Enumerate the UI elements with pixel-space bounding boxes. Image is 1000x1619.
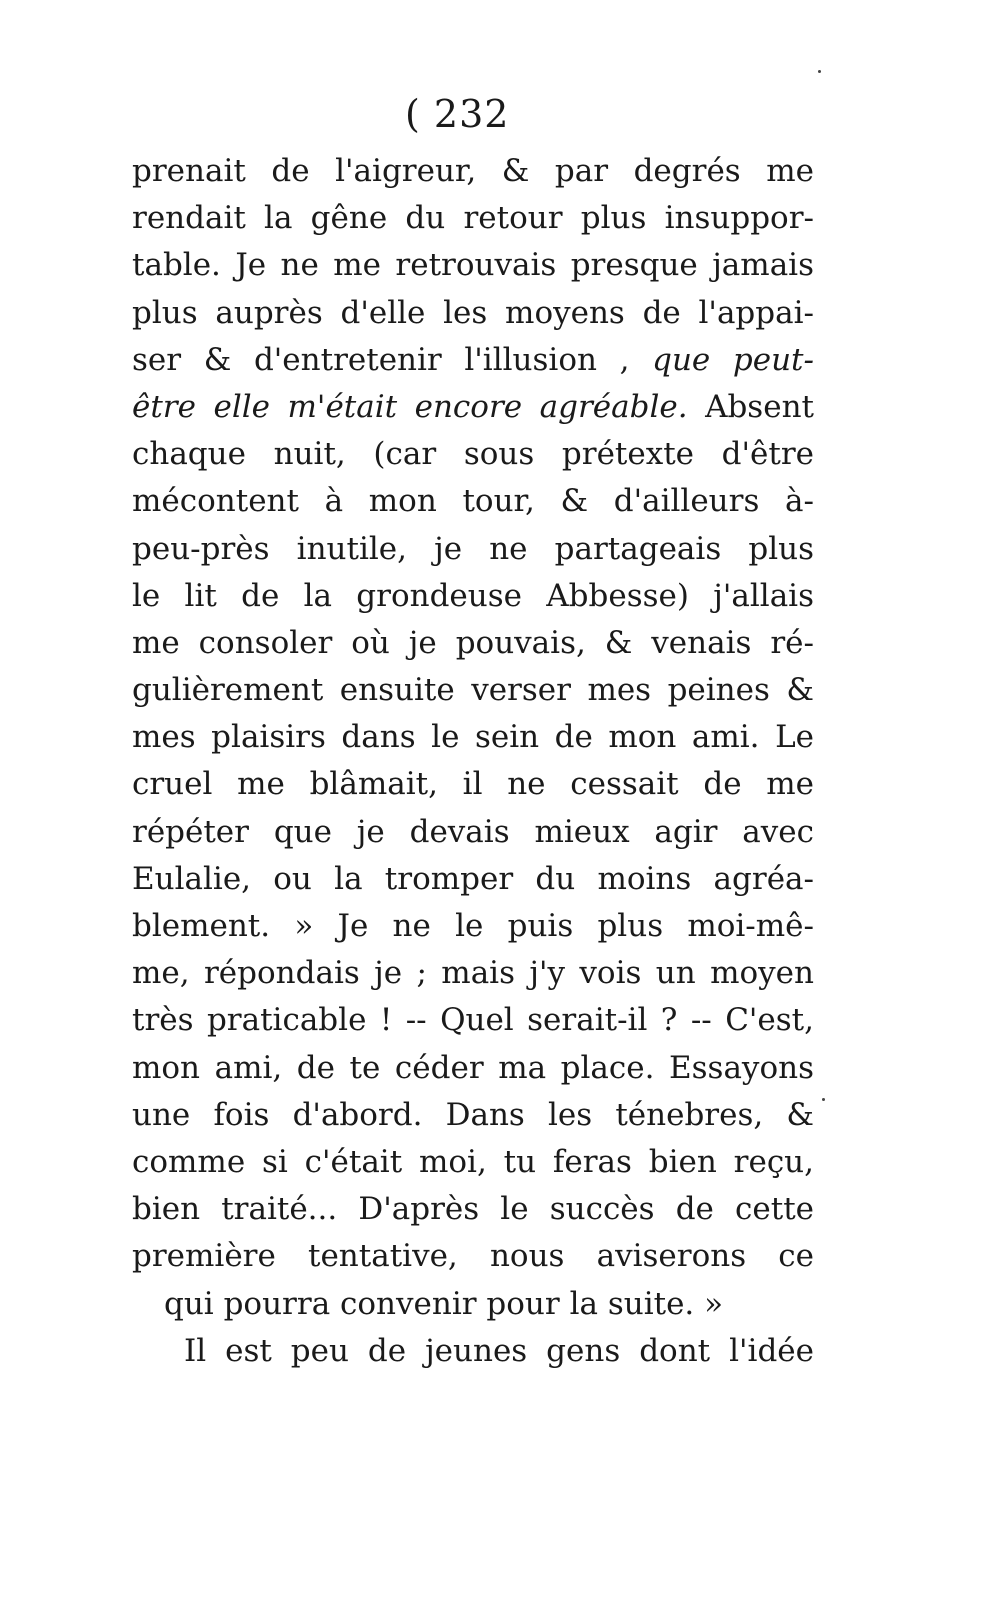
text-line [132, 1186, 814, 1233]
text-line [132, 1092, 814, 1139]
text-line [132, 573, 814, 620]
text-line [132, 337, 814, 384]
text-line [132, 290, 814, 337]
text-line [132, 856, 814, 903]
text-segment: très praticable ! -- Quel serait-il ? -- C'est, [132, 1002, 814, 1039]
text-segment: le lit de la grondeuse Abbesse) j'allais [132, 577, 814, 614]
text-line [132, 242, 814, 289]
print-speck [818, 70, 821, 73]
print-speck [822, 1098, 825, 1101]
text-segment: Il est peu de jeunes gens dont l'idée [184, 1332, 814, 1369]
text-segment: une fois d'abord. Dans les ténebres, & [132, 1096, 814, 1133]
text-line [132, 1328, 814, 1375]
text-segment: mes plaisirs dans le sein de mon ami. Le [132, 719, 814, 756]
text-segment: bien traité... D'après le succès de cette [132, 1191, 814, 1228]
page-number: ( 232 [405, 92, 510, 136]
text-segment: blement. » Je ne le puis plus moi-mê- [132, 908, 814, 944]
text-line [132, 809, 814, 856]
text-segment: ser & d'entretenir l'illusion , [132, 341, 653, 378]
text-line [132, 903, 814, 950]
text-line [132, 431, 814, 478]
text-segment: mécontent à mon tour, & d'ailleurs à- [132, 483, 814, 520]
italic-text-segment: que peut- [652, 341, 814, 378]
text-segment: cruel me blâmait, il ne cessait de me [132, 766, 814, 803]
text-segment: comme si c'était moi, tu feras bien reçu, [132, 1143, 814, 1180]
text-line [132, 620, 814, 667]
text-segment: Eulalie, ou la tromper du moins agréa- [132, 860, 814, 897]
text-line [132, 478, 814, 525]
text-line [132, 1139, 814, 1186]
text-segment: Absent [687, 388, 814, 425]
text-segment: me consoler où je pouvais, & venais ré- [132, 624, 814, 661]
text-segment: prenait de l'aigreur, & par degrés me [132, 153, 814, 189]
text-line [132, 526, 814, 573]
text-line [132, 195, 814, 242]
text-line [132, 384, 814, 431]
text-line [132, 997, 814, 1044]
text-segment: table. Je ne me retrouvais presque jamais [132, 247, 814, 284]
text-line [132, 950, 814, 997]
text-segment: chaque nuit, (car sous prétexte d'être [132, 436, 814, 473]
text-line [132, 1233, 814, 1280]
text-segment: rendait la gêne du retour plus insuppor- [132, 200, 814, 237]
italic-text-segment: être elle m'était encore agréable. [132, 388, 688, 425]
text-segment: répéter que je devais mieux agir avec [132, 813, 814, 850]
text-segment: gulièrement ensuite verser mes peines & [132, 672, 814, 709]
text-segment: qui pourra convenir pour la suite. » [164, 1285, 724, 1322]
text-line [132, 667, 814, 714]
text-line [132, 714, 814, 761]
text-segment: me, répondais je ; mais j'y vois un moyen [132, 955, 814, 992]
text-segment: mon ami, de te céder ma place. Essayons [132, 1049, 814, 1086]
body-text [132, 148, 814, 1375]
text-line [132, 1045, 814, 1092]
text-segment: première tentative, nous aviserons ce [132, 1238, 814, 1275]
text-segment: plus auprès d'elle les moyens de l'appai- [132, 294, 814, 331]
text-line [132, 148, 814, 195]
text-line [132, 1281, 814, 1328]
text-segment: peu-près inutile, je ne partageais plus [132, 530, 814, 567]
text-line [132, 761, 814, 808]
